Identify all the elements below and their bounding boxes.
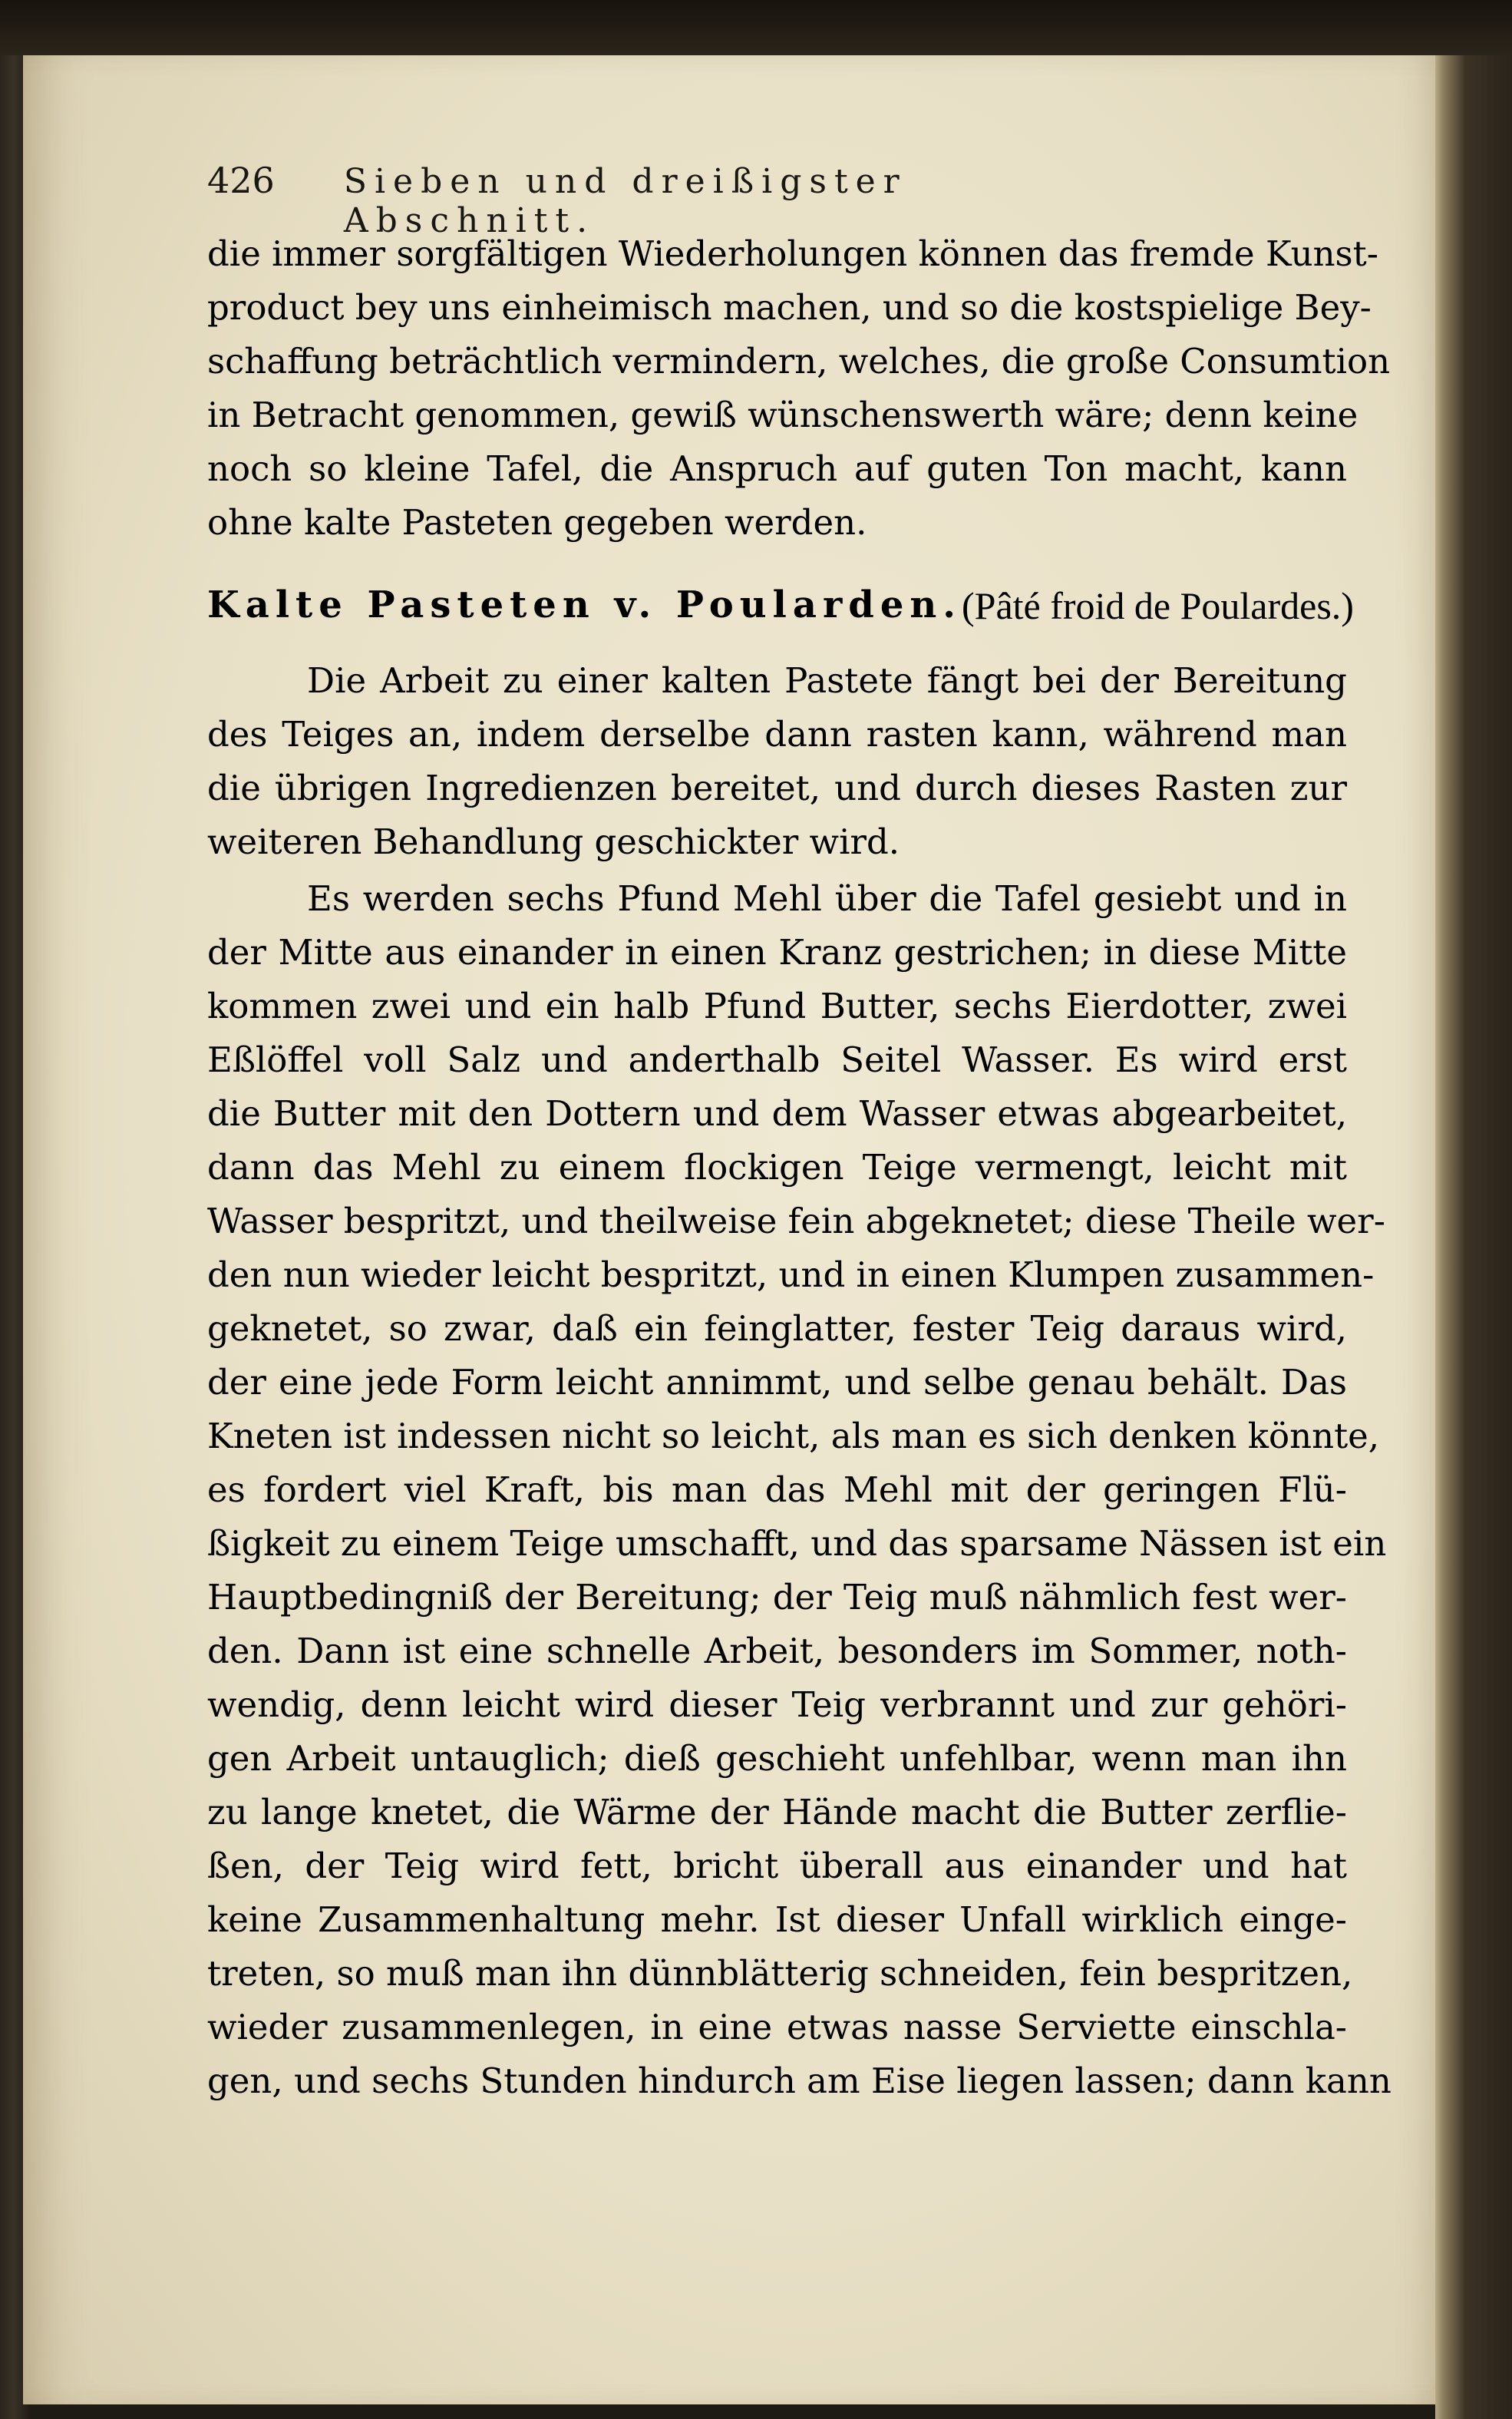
text-line: zu lange knetet, die Wärme der Hände macht die Butter zerflie- [207, 1792, 1347, 1832]
section-heading [207, 583, 1354, 628]
text-line: Die Arbeit zu einer kalten Pastete fängt bei der Bereitung [307, 660, 1347, 701]
text-line: keine Zusammenhaltung mehr. Ist dieser Unfall wirklich einge- [207, 1899, 1347, 1940]
text-line: treten, so muß man ihn dünnblätterig schneiden, fein bespritzen, [207, 1953, 1353, 1994]
text-line: weiteren Behandlung geschickter wird. [207, 821, 900, 862]
text-line: wieder zusammenlegen, in eine etwas nasse Serviette einschla- [207, 2007, 1347, 2047]
text-line: ßigkeit zu einem Teige umschafft, und das sparsame Nässen ist ein [207, 1523, 1387, 1564]
text-line: product bey uns einheimisch machen, und so die kostspielige Bey- [207, 287, 1372, 328]
text-line: es fordert viel Kraft, bis man das Mehl mit der geringen Flü- [207, 1469, 1347, 1510]
text-line: schaffung beträchtlich vermindern, welches, die große Consumtion [207, 341, 1391, 382]
text-line: in Betracht genommen, gewiß wünschenswerth wäre; denn keine [207, 395, 1358, 435]
text-line: geknetet, so zwar, daß ein feinglatter, fester Teig daraus wird, [207, 1308, 1347, 1349]
page-number: 426 [207, 160, 275, 201]
text-line: kommen zwei und ein halb Pfund Butter, sechs Eierdotter, zwei [207, 986, 1347, 1026]
text-line: wendig, denn leicht wird dieser Teig verbrannt und zur gehöri- [207, 1684, 1347, 1725]
text-line: noch so kleine Tafel, die Anspruch auf guten Ton macht, kann [207, 448, 1347, 489]
text-line: Wasser bespritzt, und theilweise fein abgeknetet; diese Theile wer- [207, 1201, 1385, 1241]
section-heading-french: (Pâté froid de Poulardes.) [961, 584, 1354, 627]
book-gutter-edge [1435, 55, 1512, 2419]
text-line: Kneten ist indessen nicht so leicht, als man es sich denken könnte, [207, 1416, 1380, 1456]
book-top-edge [0, 0, 1512, 55]
text-line: Es werden sechs Pfund Mehl über die Tafel gesiebt und in [307, 878, 1347, 919]
text-line: den. Dann ist eine schnelle Arbeit, besonders im Sommer, noth- [207, 1631, 1347, 1671]
text-line: dann das Mehl zu einem flockigen Teige vermengt, leicht mit [207, 1147, 1347, 1188]
text-line: gen, und sechs Stunden hindurch am Eise liegen lassen; dann kann [207, 2060, 1392, 2101]
text-line: des Teiges an, indem derselbe dann rasten kann, während man [207, 714, 1347, 755]
text-line: Eßlöffel voll Salz und anderthalb Seitel Wasser. Es wird erst [207, 1039, 1347, 1080]
text-line: den nun wieder leicht bespritzt, und in einen Klumpen zusammen- [207, 1254, 1375, 1295]
text-line: die Butter mit den Dottern und dem Wasser etwas abgearbeitet, [207, 1093, 1347, 1134]
text-line: ßen, der Teig wird fett, bricht überall aus einander und hat [207, 1846, 1347, 1886]
text-line: gen Arbeit untauglich; dieß geschieht unfehlbar, wenn man ihn [207, 1738, 1347, 1779]
text-line: die übrigen Ingredienzen bereitet, und durch dieses Rasten zur [207, 768, 1347, 808]
section-heading-german: Kalte Pasteten v. Poularden. [207, 583, 962, 626]
text-line: der Mitte aus einander in einen Kranz gestrichen; in diese Mitte [207, 932, 1347, 973]
text-line: ohne kalte Pasteten gegeben werden. [207, 502, 867, 543]
chapter-title: Sieben und dreißigster Abschnitt. [343, 162, 907, 240]
text-line: der eine jede Form leicht annimmt, und selbe genau behält. Das [207, 1362, 1347, 1403]
text-line: Hauptbedingniß der Bereitung; der Teig muß nähmlich fest wer- [207, 1577, 1347, 1618]
text-line: die immer sorgfältigen Wiederholungen können das fremde Kunst- [207, 233, 1378, 274]
